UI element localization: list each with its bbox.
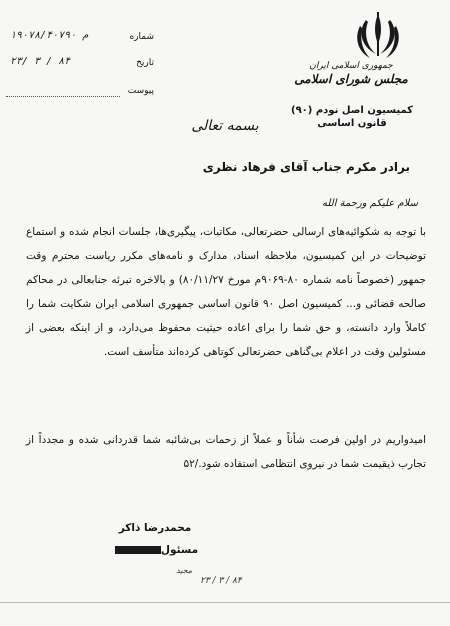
attachment-dots — [6, 96, 120, 97]
date-field — [6, 56, 154, 74]
date-label: تاریخ — [136, 58, 154, 68]
institution-line2: مجلس شورای اسلامی — [294, 72, 408, 86]
signatory-name: محمدرضا ذاکر — [118, 522, 192, 534]
page-bottom-edge — [0, 602, 450, 603]
body-paragraph-1: با توجه به شکوائیه‌های ارسالی حضرتعالی، مکاتبات، پیگیری‌ها، جلسات انجام شده و استماع توضیحات در این کمیسیون، ملاحظه اسناد، مدارک و نامه‌های مکرر ریاست محترم وقت جمهور (خصوصاً نامه شماره ۸۰-۹۰۶۹م مورخ ۸۰/۱۱/۲۷) و بالاخره تبرئه جنابعالی در محاکم صالحه قضائی و... کمیسیون اصل ۹۰ قانون اساسی جمهوری اسلامی ایران شکایت شما را کاملاً وارد دانسته، و حق شما را برای اعاده حیثیت محفوظ می‌دارد، و از اینکه بعضی از مسئولین وقت در اعلام بی‌گناهی حضرتعالی کوتاهی کرده‌اند متأسف است. — [26, 226, 427, 358]
attachment-label: پیوست — [127, 86, 154, 96]
date-value: ۲۳/ ۳ / ۸۴ — [10, 56, 71, 67]
institution-line1: جمهوری اسلامی ایران — [309, 61, 393, 71]
basmala: بسمه تعالی — [191, 118, 259, 134]
number-field — [6, 30, 154, 48]
number-label: شماره — [129, 32, 154, 42]
body-paragraph-2: امیدواریم در اولین فرصت شأناً و عملاً از زحمات بی‌شائبه شما قدردانی شده و مجدداً از تجارب ذیقیمت شما در نیروی انتظامی استفاده شود./۵۲ — [26, 434, 426, 470]
redaction-bar — [115, 546, 161, 554]
commission-block — [282, 104, 422, 130]
iran-emblem-icon — [350, 10, 406, 64]
handwritten-date: ۲۳ / ۳ / ۸۴ — [200, 576, 242, 586]
commission-subtitle: قانون اساسی — [317, 118, 387, 129]
signatory-title-text: مسئول — [160, 544, 199, 556]
signatory-title — [90, 544, 220, 556]
commission-name: کمیسیون اصل نودم (۹۰) — [291, 105, 413, 116]
number-value: ۱۹۰۷۸/۴۰۷۹۰ م — [10, 30, 89, 41]
greeting: سلام علیکم ورحمة الله — [321, 198, 418, 209]
addressee: برادر مکرم جناب آقای فرهاد نظری — [202, 160, 410, 174]
institution-block — [276, 60, 426, 86]
signature-scribble: مجید — [176, 566, 193, 575]
attachment-field — [6, 84, 154, 102]
